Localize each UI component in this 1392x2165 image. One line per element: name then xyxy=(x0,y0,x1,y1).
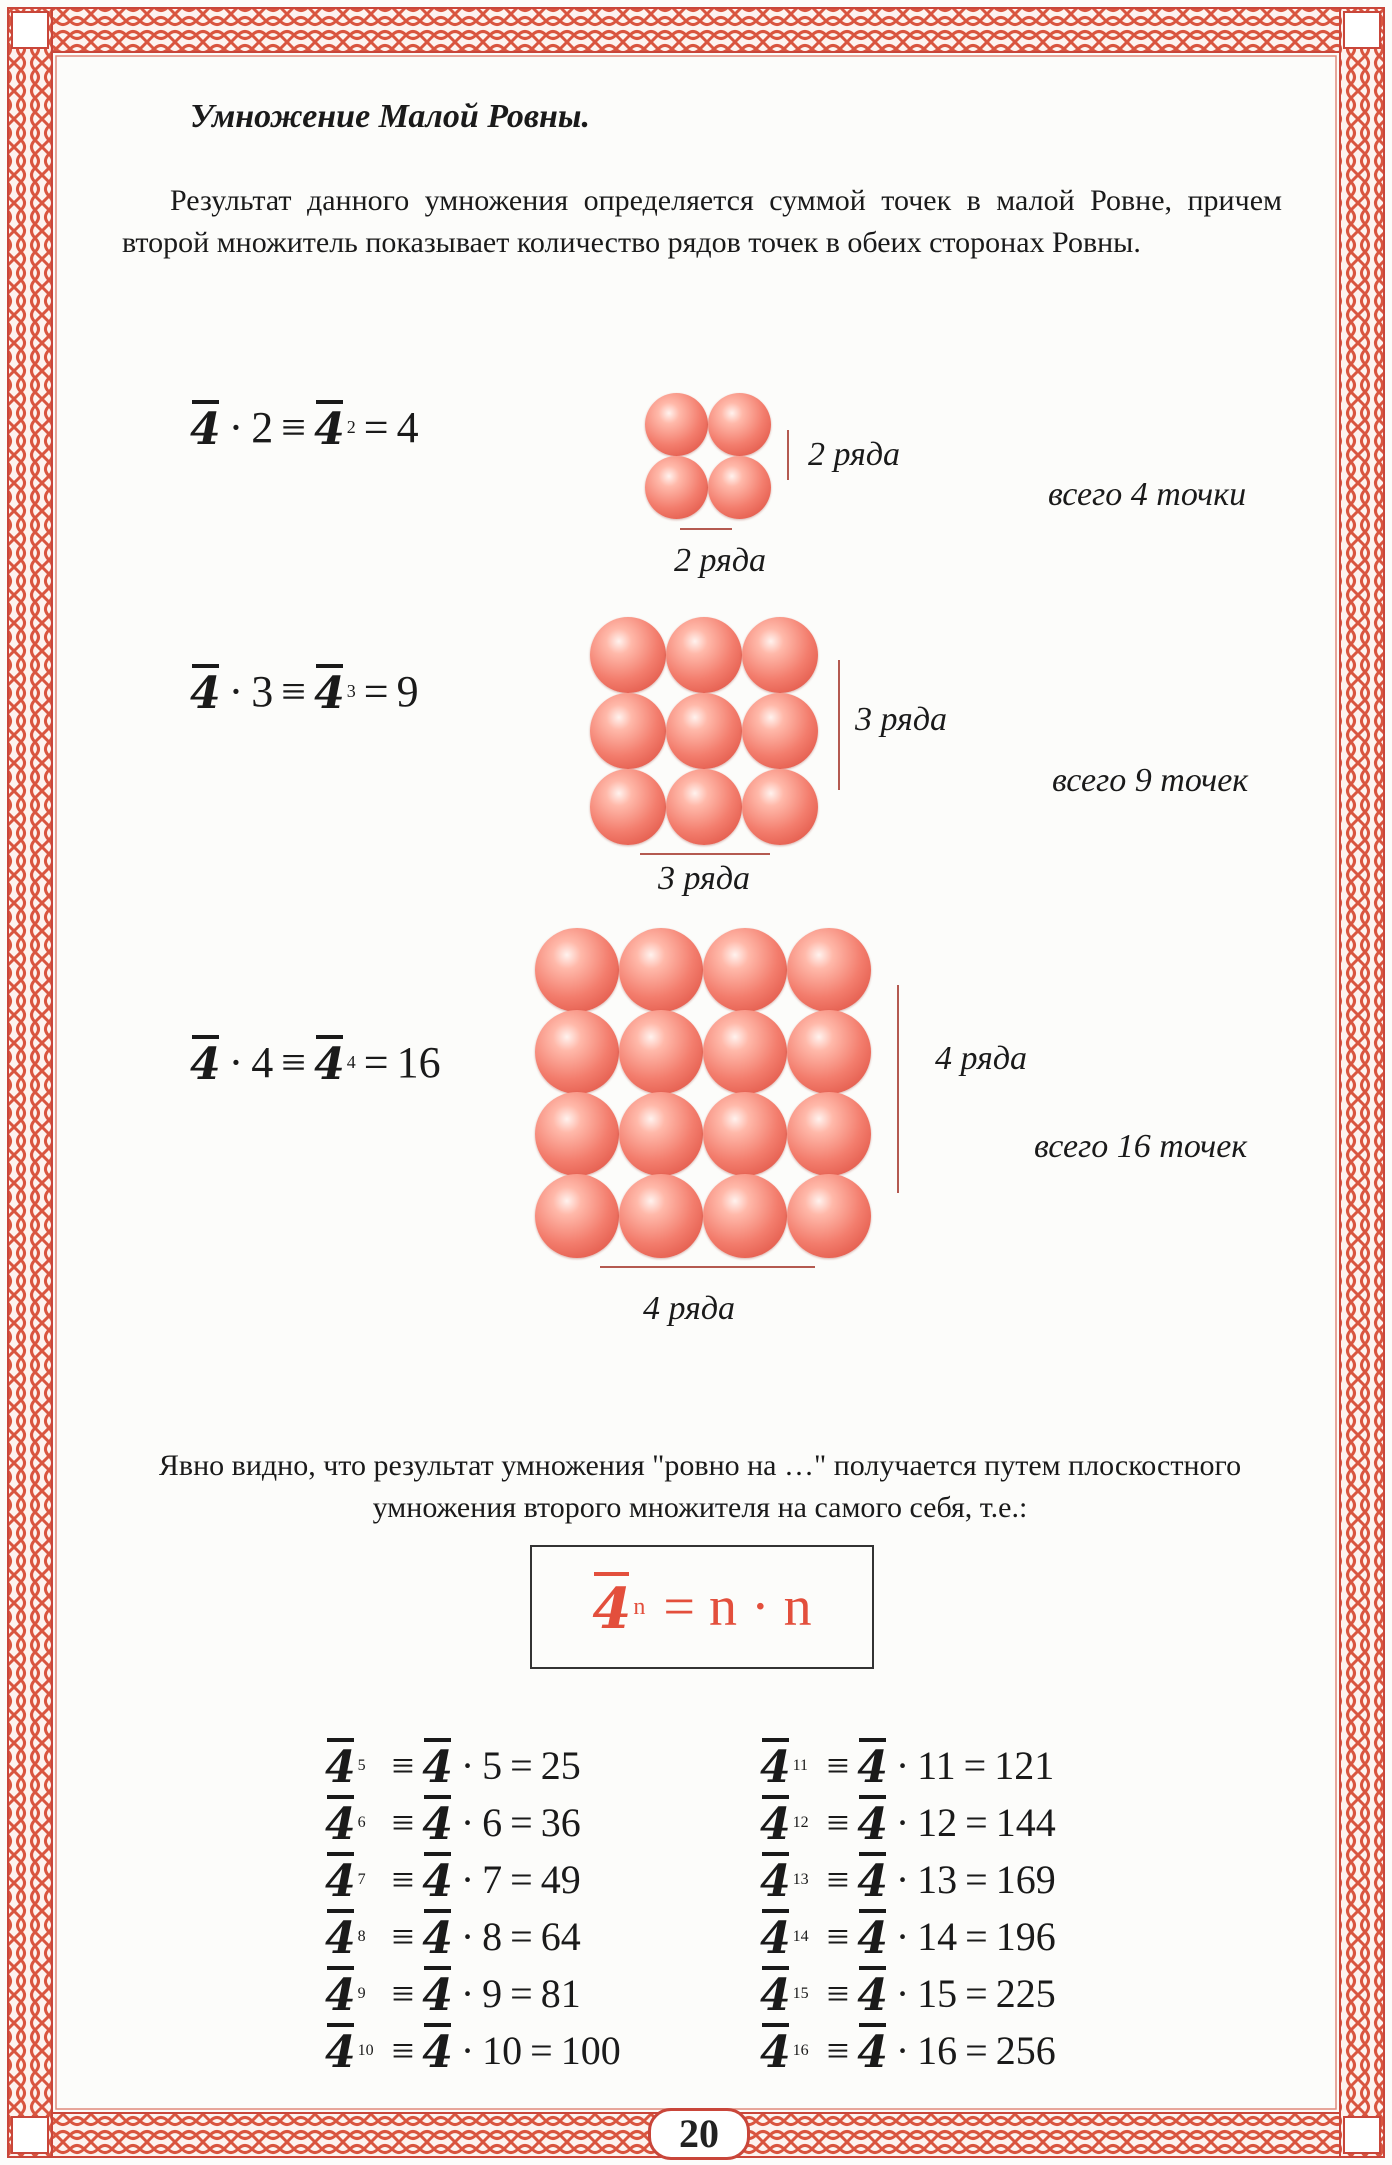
result: 36 xyxy=(540,1800,581,1845)
dot-operator: · xyxy=(460,1914,475,1959)
result: 4 xyxy=(396,403,419,452)
row-label: 4 ряда xyxy=(935,1040,1028,1077)
equals-operator: = xyxy=(530,2028,553,2073)
ravna-symbol: 4 xyxy=(760,1852,791,1907)
intro-paragraph: Результат данного умножения определяется суммой точек в малой Ровне, причем второй множитель показывает количество рядов точек в обеих сторонах Ровны. xyxy=(122,184,1282,259)
dot xyxy=(535,1174,619,1258)
equiv-operator: ≡ xyxy=(391,1914,415,1959)
equals-operator: = xyxy=(510,1914,533,1959)
equiv-operator: ≡ xyxy=(826,2028,850,2073)
ravna-symbol: 4 xyxy=(422,2023,453,2078)
exponent: n xyxy=(633,1593,646,1620)
vertical-arrow xyxy=(787,430,789,480)
ravna-symbol: 4 xyxy=(760,1795,791,1850)
table-row xyxy=(325,1852,581,1907)
dot-operator: · xyxy=(460,1743,475,1788)
table-row xyxy=(760,1852,1056,1907)
dot xyxy=(590,769,666,845)
table-row xyxy=(325,1966,581,2021)
ravna-symbol: 4 xyxy=(857,1852,888,1907)
dot xyxy=(619,1092,703,1176)
ravna-symbol: 4 xyxy=(857,2023,888,2078)
result: 64 xyxy=(540,1914,581,1959)
exponent: 5 xyxy=(357,1756,366,1774)
dot xyxy=(703,1174,787,1258)
dot xyxy=(703,1092,787,1176)
result: 121 xyxy=(994,1743,1055,1788)
dot xyxy=(787,928,871,1012)
dot xyxy=(666,693,742,769)
ravna-symbol: 4 xyxy=(760,1738,791,1793)
result: 9 xyxy=(396,667,419,716)
dot xyxy=(742,769,818,845)
horizontal-arrow xyxy=(600,1266,815,1268)
equals-operator: = xyxy=(963,1743,987,1788)
dot-operator: · xyxy=(460,1800,475,1845)
dot xyxy=(645,456,708,519)
total-label: всего 9 точек xyxy=(1052,762,1249,799)
result: 25 xyxy=(540,1743,581,1788)
dot-operator: · xyxy=(460,1971,475,2016)
exponent: 11 xyxy=(792,1756,809,1774)
dot xyxy=(666,769,742,845)
ravna-symbol: 4 xyxy=(314,664,345,719)
ravna-symbol: 4 xyxy=(325,2023,356,2078)
ravna-symbol: 4 xyxy=(422,1909,453,1964)
ravna-symbol: 4 xyxy=(857,1738,888,1793)
column-label: 2 ряда xyxy=(674,542,767,579)
exponent: 14 xyxy=(792,1927,809,1945)
dot xyxy=(708,456,771,519)
formula-rhs: = n · n xyxy=(663,1576,812,1638)
dot-operator: · xyxy=(460,2028,475,2073)
ravna-symbol: 4 xyxy=(190,400,221,455)
dot xyxy=(619,1174,703,1258)
ravna-symbol: 4 xyxy=(760,2023,791,2078)
dot xyxy=(742,617,818,693)
multiplier: 12 xyxy=(917,1800,958,1845)
exponent: 2 xyxy=(346,417,356,437)
dot xyxy=(590,617,666,693)
ravna-symbol: 4 xyxy=(314,1035,345,1090)
table-row xyxy=(760,1966,1056,2021)
exponent: 16 xyxy=(792,2041,809,2059)
ravna-symbol: 4 xyxy=(422,1852,453,1907)
exponent: 13 xyxy=(792,1870,809,1888)
result: 100 xyxy=(560,2028,621,2073)
result: 49 xyxy=(540,1857,581,1902)
equiv-operator: ≡ xyxy=(826,1914,850,1959)
vertical-arrow xyxy=(897,985,899,1193)
multiplier: 13 xyxy=(917,1857,958,1902)
equiv-operator: ≡ xyxy=(281,667,307,716)
table-row xyxy=(325,2023,621,2078)
ravna-symbol: 4 xyxy=(314,400,345,455)
multiplier: 14 xyxy=(917,1914,958,1959)
multiplier: 8 xyxy=(482,1914,503,1959)
equals-operator: = xyxy=(965,1914,988,1959)
ravna-symbol: 4 xyxy=(325,1852,356,1907)
row-label: 2 ряда xyxy=(808,436,901,473)
dot-operator: · xyxy=(895,1857,910,1902)
equals-operator: = xyxy=(363,403,389,452)
ravna-symbol: 4 xyxy=(325,1909,356,1964)
result: 16 xyxy=(396,1038,441,1087)
equals-operator: = xyxy=(965,1800,988,1845)
equiv-operator: ≡ xyxy=(826,1743,850,1788)
total-label: всего 4 точки xyxy=(1048,476,1247,513)
dot-operator: · xyxy=(228,667,244,716)
ravna-symbol: 4 xyxy=(422,1738,453,1793)
equals-operator: = xyxy=(965,1857,988,1902)
dot xyxy=(619,1010,703,1094)
dot xyxy=(708,393,771,456)
table-row xyxy=(760,1795,1056,1850)
ravna-symbol: 4 xyxy=(857,1909,888,1964)
equiv-operator: ≡ xyxy=(826,1857,850,1902)
multiplier: 9 xyxy=(482,1971,503,2016)
table-row xyxy=(325,1738,581,1793)
ravna-symbol: 4 xyxy=(325,1795,356,1850)
equation-2 xyxy=(190,400,419,455)
dot xyxy=(742,693,818,769)
table-row xyxy=(760,1738,1054,1793)
equation-3 xyxy=(190,664,419,719)
equals-operator: = xyxy=(510,1800,533,1845)
ravna-symbol: 4 xyxy=(190,1035,221,1090)
result: 169 xyxy=(995,1857,1056,1902)
dot xyxy=(666,617,742,693)
equiv-operator: ≡ xyxy=(391,1857,415,1902)
horizontal-arrow xyxy=(640,853,770,855)
equals-operator: = xyxy=(965,2028,988,2073)
ravna-symbol: 4 xyxy=(760,1966,791,2021)
column-label: 4 ряда xyxy=(643,1290,736,1327)
equals-operator: = xyxy=(510,1971,533,2016)
ravna-symbol: 4 xyxy=(325,1966,356,2021)
equals-operator: = xyxy=(510,1743,533,1788)
dot xyxy=(619,928,703,1012)
dot-operator: · xyxy=(895,2028,910,2073)
ravna-symbol: 4 xyxy=(325,1738,356,1793)
equiv-operator: ≡ xyxy=(281,403,307,452)
row-label: 3 ряда xyxy=(855,701,948,738)
exponent: 6 xyxy=(357,1813,366,1831)
table-row xyxy=(325,1909,581,1964)
equiv-operator: ≡ xyxy=(826,1971,850,2016)
dot xyxy=(645,393,708,456)
dot xyxy=(787,1010,871,1094)
table-row xyxy=(760,1909,1056,1964)
dot xyxy=(535,928,619,1012)
dot xyxy=(535,1010,619,1094)
result: 144 xyxy=(995,1800,1056,1845)
exponent: 4 xyxy=(346,1052,356,1072)
exponent: 8 xyxy=(357,1927,366,1945)
ravna-symbol: 4 xyxy=(422,1795,453,1850)
exponent: 9 xyxy=(357,1984,366,2002)
ravna-symbol: 4 xyxy=(760,1909,791,1964)
dot xyxy=(787,1174,871,1258)
dot xyxy=(535,1092,619,1176)
multiplier: 10 xyxy=(482,2028,523,2073)
section-heading: Умножение Малой Ровны. xyxy=(190,98,590,135)
multiplier: 15 xyxy=(917,1971,958,2016)
multiplier: 11 xyxy=(917,1743,956,1788)
multiplier: 6 xyxy=(482,1800,503,1845)
page-number: 20 xyxy=(648,2108,750,2160)
ravna-symbol: 4 xyxy=(190,664,221,719)
multiplier: 16 xyxy=(917,2028,958,2073)
dot xyxy=(703,1010,787,1094)
table-row xyxy=(760,2023,1056,2078)
exponent: 3 xyxy=(346,681,356,701)
multiplier: 3 xyxy=(251,667,274,716)
result: 225 xyxy=(995,1971,1056,2016)
ravna-symbol: 4 xyxy=(422,1966,453,2021)
dot xyxy=(590,693,666,769)
result: 81 xyxy=(540,1971,581,2016)
explanation-paragraph: Явно видно, что результат умножения "ровно на …" получается путем плоскостного умножения второго множителя на самого себя, т.е.: xyxy=(158,1449,1242,1524)
dot xyxy=(787,1092,871,1176)
exponent: 10 xyxy=(357,2041,374,2059)
dot-operator: · xyxy=(895,1971,910,2016)
multiplier: 7 xyxy=(482,1857,503,1902)
exponent: 15 xyxy=(792,1984,809,2002)
vertical-arrow xyxy=(838,660,840,790)
equiv-operator: ≡ xyxy=(391,1743,415,1788)
ravna-symbol: 4 xyxy=(857,1966,888,2021)
exponent: 12 xyxy=(792,1813,809,1831)
dot-operator: · xyxy=(895,1800,910,1845)
table-row xyxy=(325,1795,581,1850)
multiplier: 2 xyxy=(251,403,274,452)
equals-operator: = xyxy=(510,1857,533,1902)
horizontal-arrow xyxy=(680,528,732,530)
result: 196 xyxy=(995,1914,1056,1959)
dot-operator: · xyxy=(895,1743,910,1788)
multiplier: 4 xyxy=(251,1038,274,1087)
column-label: 3 ряда xyxy=(658,860,751,897)
equiv-operator: ≡ xyxy=(826,1800,850,1845)
dot-operator: · xyxy=(228,1038,244,1087)
dot-operator: · xyxy=(228,403,244,452)
equals-operator: = xyxy=(363,1038,389,1087)
equiv-operator: ≡ xyxy=(281,1038,307,1087)
multiplier: 5 xyxy=(482,1743,503,1788)
dot-operator: · xyxy=(895,1914,910,1959)
equals-operator: = xyxy=(965,1971,988,2016)
dot xyxy=(703,928,787,1012)
equation-4 xyxy=(190,1035,441,1090)
result: 256 xyxy=(995,2028,1056,2073)
dot-operator: · xyxy=(460,1857,475,1902)
formula-box xyxy=(530,1545,874,1669)
exponent: 7 xyxy=(357,1870,366,1888)
ravna-symbol: 4 xyxy=(857,1795,888,1850)
ravna-symbol: 4 xyxy=(592,1572,631,1642)
equiv-operator: ≡ xyxy=(391,1800,415,1845)
equiv-operator: ≡ xyxy=(391,2028,415,2073)
equals-operator: = xyxy=(363,667,389,716)
equiv-operator: ≡ xyxy=(391,1971,415,2016)
total-label: всего 16 точек xyxy=(1034,1128,1248,1165)
